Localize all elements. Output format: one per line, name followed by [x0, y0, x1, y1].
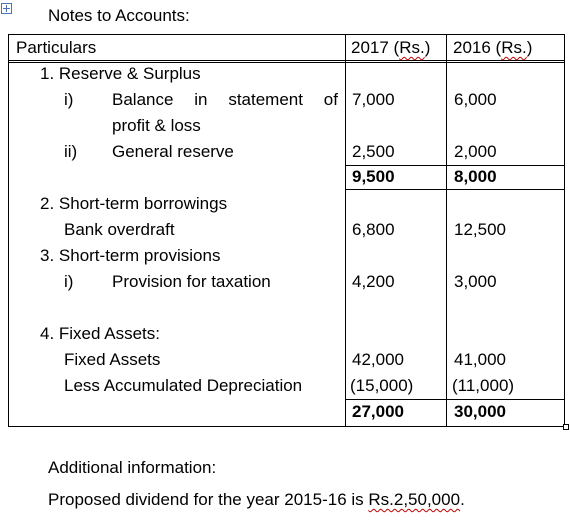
header-bottom-border-2	[8, 62, 565, 63]
notes-heading: Notes to Accounts:	[48, 6, 190, 25]
fixed-title: 4. Fixed Assets:	[40, 324, 160, 343]
additional-title: Additional information:	[48, 458, 217, 477]
reserve-total-2017: 9,500	[352, 167, 395, 186]
additional-text: Proposed dividend for the year 2015-16 is Rs.2,50,000.	[48, 490, 465, 509]
table-bottom-border	[8, 426, 565, 427]
reserve-item2-2017: 2,500	[352, 142, 395, 161]
depreciation-2017: (15,000)	[350, 376, 414, 395]
reserve-total-top-rule	[345, 165, 565, 166]
header-2017: 2017 (Rs.)	[351, 38, 431, 57]
reserve-title: 1. Reserve & Surplus	[40, 64, 201, 83]
header-2016: 2016 (Rs.)	[453, 38, 533, 57]
fixed-assets-label: Fixed Assets	[64, 350, 161, 369]
fixed-assets-2017: 42,000	[352, 350, 404, 369]
reserve-item1-num: i)	[64, 90, 74, 109]
reserve-item2-2016: 2,000	[454, 142, 497, 161]
reserve-total-bottom-rule	[345, 189, 565, 190]
reserve-item1-label: Balance in statement of	[112, 90, 338, 109]
table-move-handle[interactable]	[1, 3, 12, 14]
fixed-assets-2016: 41,000	[454, 350, 506, 369]
table-right-border	[564, 34, 565, 427]
depreciation-2016: (11,000)	[452, 376, 515, 395]
reserve-item1-2017: 7,000	[352, 90, 395, 109]
borrowings-2016: 12,500	[454, 220, 506, 239]
provisions-title: 3. Short-term provisions	[40, 246, 221, 265]
fixed-total-top-rule	[345, 399, 565, 400]
table-resize-handle[interactable]	[563, 424, 569, 430]
reserve-item2-num: ii)	[64, 142, 78, 161]
header-particulars: Particulars	[16, 38, 97, 57]
col-divider-2	[446, 34, 447, 427]
provisions-2016: 3,000	[454, 272, 497, 291]
reserve-item2-label: General reserve	[112, 142, 234, 161]
reserve-total-2016: 8,000	[454, 167, 497, 186]
reserve-item1-label-line2: profit & loss	[112, 116, 201, 135]
borrowings-2017: 6,800	[352, 220, 395, 239]
table-top-border	[8, 34, 565, 35]
depreciation-label: Less Accumulated Depreciation	[64, 376, 303, 395]
provisions-2017: 4,200	[352, 272, 395, 291]
borrowings-title: 2. Short-term borrowings	[40, 194, 228, 213]
provisions-label: Provision for taxation	[112, 272, 271, 291]
fixed-total-2017: 27,000	[352, 402, 404, 421]
provisions-num: i)	[64, 272, 74, 291]
fixed-total-2016: 30,000	[454, 402, 506, 421]
table-left-border	[8, 34, 9, 427]
col-divider-1	[345, 34, 346, 427]
reserve-item1-2016: 6,000	[454, 90, 497, 109]
borrowings-label: Bank overdraft	[64, 220, 175, 239]
header-bottom-border	[8, 60, 565, 61]
